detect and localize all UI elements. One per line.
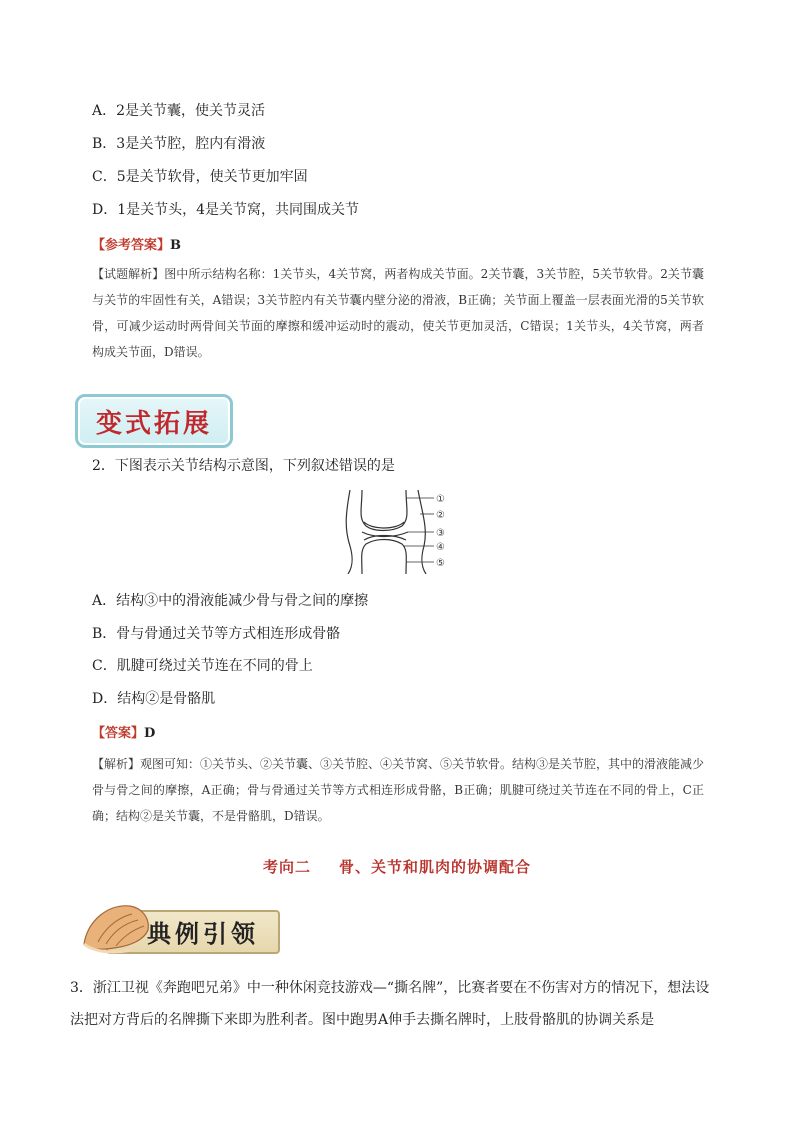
example-banner-text: 典例引领 — [147, 918, 259, 948]
q2-option-d: D．结构②是骨骼肌 — [92, 691, 216, 707]
fig-label-2: ② — [436, 510, 445, 521]
fig-label-3: ③ — [436, 528, 445, 539]
fig-label-1: ① — [436, 494, 445, 505]
q2-option-b: B．骨与骨通过关节等方式相连形成骨骼 — [92, 626, 341, 642]
joint-diagram — [340, 488, 460, 574]
q2-explanation: 【解析】观图可知：①关节头、②关节囊、③关节腔、④关节窝、⑤关节软骨。结构③是关节腔，其中的滑液能减少骨与骨之间的摩擦，A正确；骨与骨通过关节等方式相连形成骨骼，B正确；肌腱可绕过关节连在不同的骨上，C正确；结构②是关节囊，不是骨骼肌，D错误。 — [92, 757, 705, 823]
q1-option-b: B．3是关节腔，腔内有滑液 — [92, 136, 266, 152]
q1-option-c: C．5是关节软骨，使关节更加牢固 — [92, 169, 308, 185]
variation-banner-text: 变式拓展 — [95, 408, 212, 439]
q1-option-d: D．1是关节头，4是关节窝，共同围成关节 — [92, 202, 360, 218]
q1-answer-value: B — [170, 238, 182, 253]
example-banner — [78, 896, 278, 958]
section-title — [0, 856, 794, 877]
q2-option-a: A．结构③中的滑液能减少骨与骨之间的摩擦 — [92, 593, 369, 609]
q2-answer — [92, 722, 155, 741]
q1-explanation: 【试题解析】图中所示结构名称：1关节头，4关节窝，两者构成关节面。2关节囊，3关节腔，5关节软骨。2关节囊与关节的牢固性有关，A错误；3关节腔内有关节囊内壁分泌的滑液，B正确；关节面上覆盖一层表面光滑的5关节软骨，可减少运动时两骨间关节面的摩擦和缓冲运动时的震动，使关节更加灵活，C错误；1关节头，4关节窝，两者构成关节面，D错误。 — [92, 267, 704, 359]
q2-answer-value: D — [144, 726, 156, 741]
q1-answer-label: 【参考答案】 — [92, 238, 171, 253]
q2-stem: 2．下图表示关节结构示意图，下列叙述错误的是 — [92, 458, 395, 474]
section-title-left: 考向二 — [262, 858, 311, 876]
variation-banner — [75, 394, 233, 448]
section-title-right: 骨、关节和肌肉的协调配合 — [339, 858, 532, 876]
q3-stem: 3．浙江卫视《奔跑吧兄弟》中一种休闲竞技游戏—“撕名牌”，比赛者要在不伤害对方的情况下，想法设法把对方背后的名牌撕下来即为胜利者。图中跑男A伸手去撕名牌时，上肢骨骼肌的协调关系是 — [70, 980, 710, 1028]
head-cartilage — [364, 522, 404, 528]
q2-option-c: C．肌腱可绕过关节连在不同的骨上 — [92, 658, 313, 674]
lower-bone-outline — [362, 540, 407, 575]
fig-label-4: ④ — [436, 542, 445, 553]
fig-label-5: ⑤ — [436, 558, 445, 569]
q2-answer-label: 【答案】 — [92, 726, 145, 741]
q1-answer — [92, 234, 181, 253]
q1-option-a: A．2是关节囊，使关节灵活 — [92, 103, 266, 119]
